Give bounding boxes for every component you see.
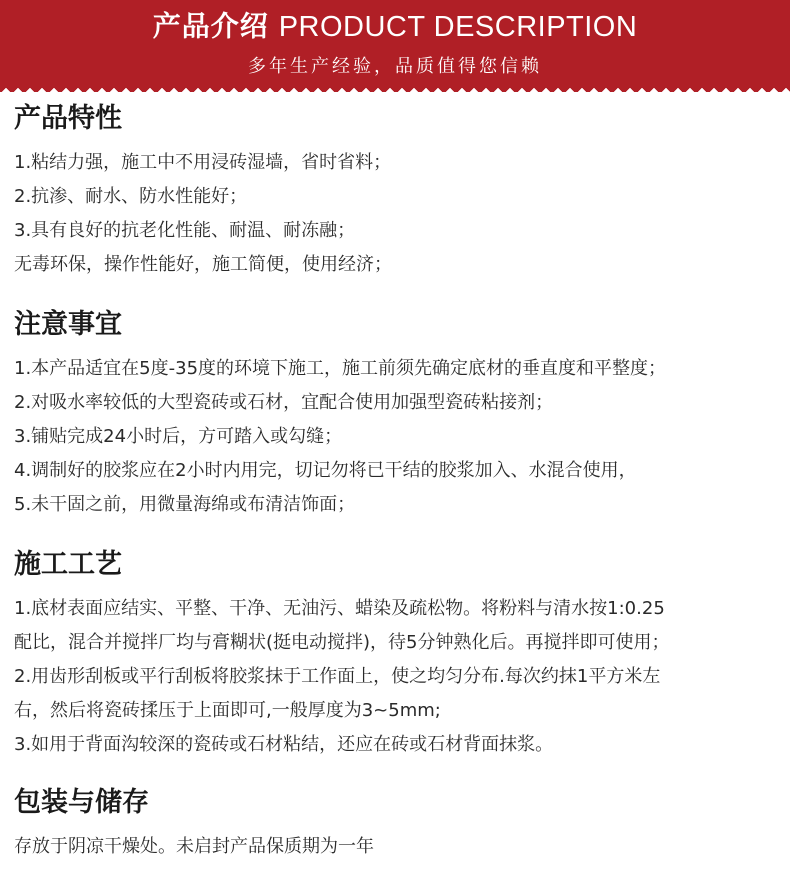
section-title: 包装与储存 — [14, 787, 149, 818]
section-packaging-storage — [14, 786, 776, 864]
banner-title-cn: 产品介绍 — [152, 9, 269, 43]
section-title: 施工工艺 — [14, 549, 122, 580]
banner-title — [0, 0, 790, 46]
section-precautions — [14, 308, 776, 522]
text-line: 3.具有良好的抗老化性能、耐温、耐冻融； — [14, 220, 356, 241]
section-title: 注意事宜 — [14, 309, 122, 340]
content — [0, 86, 790, 864]
header-banner — [0, 0, 790, 86]
text-line: 右，然后将瓷砖揉压于上面即可,一般厚度为3~5mm; — [14, 700, 441, 721]
text-line: 1.本产品适宜在5度-35度的环境下施工，施工前须先确定底材的垂直度和平整度； — [14, 358, 667, 379]
text-line: 存放于阴凉干燥处。未启封产品保质期为一年 — [14, 836, 374, 857]
section-title: 产品特性 — [14, 103, 122, 134]
text-line: 2.抗渗、耐水、防水性能好； — [14, 186, 248, 207]
text-line: 4.调制好的胶浆应在2小时内用完，切记勿将已干结的胶浆加入、水混合使用， — [14, 460, 637, 481]
text-line: 2.用齿形刮板或平行刮板将胶浆抹于工作面上，使之均匀分布.每次约抹1平方米左 — [14, 666, 661, 687]
text-line: 1.粘结力强，施工中不用浸砖湿墙，省时省料； — [14, 152, 392, 173]
section-features — [14, 86, 776, 282]
text-line: 3.如用于背面沟较深的瓷砖或石材粘结，还应在砖或石材背面抹浆。 — [14, 734, 554, 755]
banner-subtitle: 多年生产经验，品质值得您信赖 — [248, 56, 542, 77]
text-line: 1.底材表面应结实、平整、干净、无油污、蜡染及疏松物。将粉料与清水按1:0.25 — [14, 598, 665, 619]
text-line: 配比，混合并搅拌厂均与膏糊状(挺电动搅拌)，待5分钟熟化后。再搅拌即可使用； — [14, 632, 670, 653]
banner-title-en: PRODUCT DESCRIPTION — [278, 10, 638, 43]
text-line: 无毒环保，操作性能好，施工简便，使用经济； — [14, 254, 392, 275]
banner-scalloped-edge — [0, 86, 790, 92]
text-line: 2.对吸水率较低的大型瓷砖或石材，宜配合使用加强型瓷砖粘接剂； — [14, 392, 554, 413]
section-process — [14, 548, 776, 762]
text-line: 3.铺贴完成24小时后，方可踏入或勾缝； — [14, 426, 343, 447]
text-line: 5.未干固之前，用微量海绵或布清洁饰面； — [14, 494, 356, 515]
